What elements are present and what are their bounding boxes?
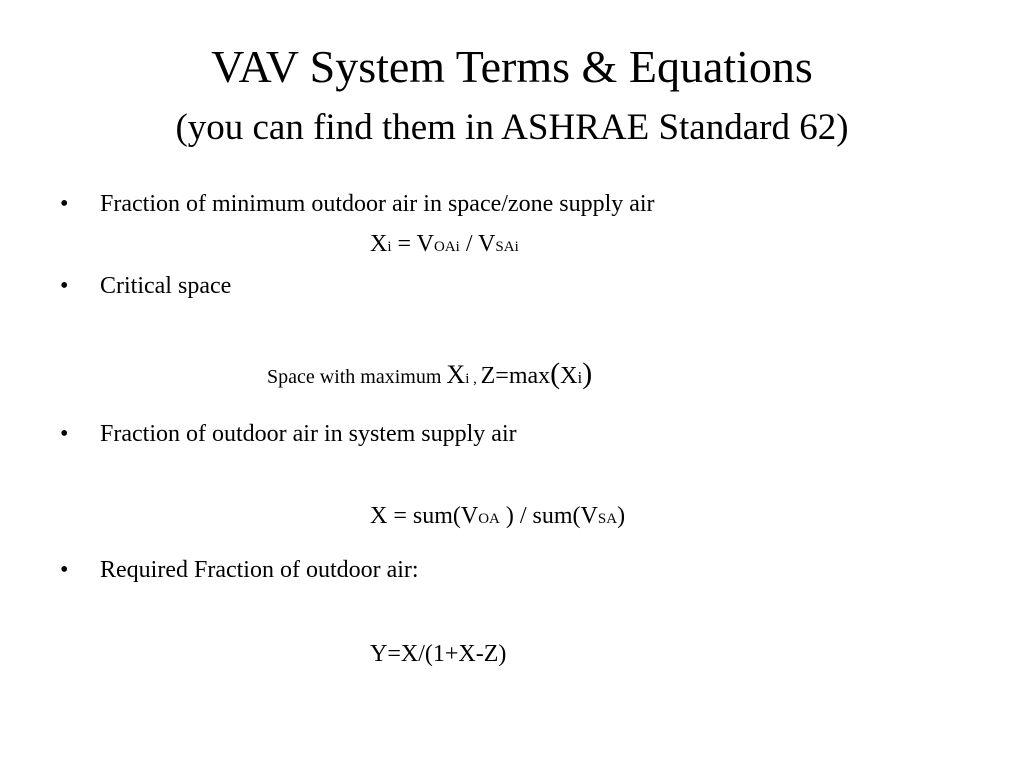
eq-subscript: i <box>465 371 470 387</box>
slide-title: VAV System Terms & Equations <box>211 41 813 92</box>
bullet-item <box>60 556 419 585</box>
eq-subscript: OA <box>478 511 500 527</box>
equation-xi <box>370 230 519 259</box>
eq-comma: , <box>469 371 481 387</box>
bullet-text: Critical space <box>100 273 232 299</box>
equation-required-fraction: Y=X/(1+X-Z) <box>370 641 507 667</box>
eq-symbol: X <box>446 360 466 389</box>
bullet-text: Fraction of minimum outdoor air in space/zone supply air <box>100 191 655 217</box>
slide-subtitle: (you can find them in ASHRAE Standard 62) <box>175 107 849 148</box>
eq-subscript: OAi <box>433 239 460 255</box>
eq-symbol: X <box>370 231 388 257</box>
eq-operator: = <box>391 231 417 257</box>
eq-symbol: X <box>560 363 578 389</box>
eq-symbol: V <box>478 231 496 257</box>
eq-text: X = sum(V <box>370 503 479 529</box>
eq-paren: ( <box>550 357 561 390</box>
eq-paren: ) <box>582 357 593 390</box>
eq-symbol: Z=max <box>480 363 551 389</box>
eq-operator: / <box>459 231 479 257</box>
eq-subscript: i <box>387 239 392 255</box>
eq-text: Space with maximum <box>267 366 447 388</box>
equation-system-fraction <box>370 502 625 531</box>
bullet-text: Fraction of outdoor air in system supply air <box>100 421 517 447</box>
eq-subscript: SAi <box>495 239 519 255</box>
eq-subscript: i <box>577 368 583 387</box>
bullet-dot: • <box>60 557 69 583</box>
bullet-item <box>60 272 231 301</box>
eq-text: ) <box>617 503 626 529</box>
eq-subscript: SA <box>597 511 618 527</box>
eq-symbol: V <box>416 231 434 257</box>
bullet-dot: • <box>60 273 69 299</box>
bullet-text: Required Fraction of outdoor air: <box>100 557 419 583</box>
eq-text: ) / sum(V <box>499 503 598 529</box>
bullet-dot: • <box>60 191 69 217</box>
equation-critical-space <box>267 356 592 392</box>
bullet-item <box>60 190 655 219</box>
bullet-dot: • <box>60 421 69 447</box>
bullet-item <box>60 420 517 449</box>
